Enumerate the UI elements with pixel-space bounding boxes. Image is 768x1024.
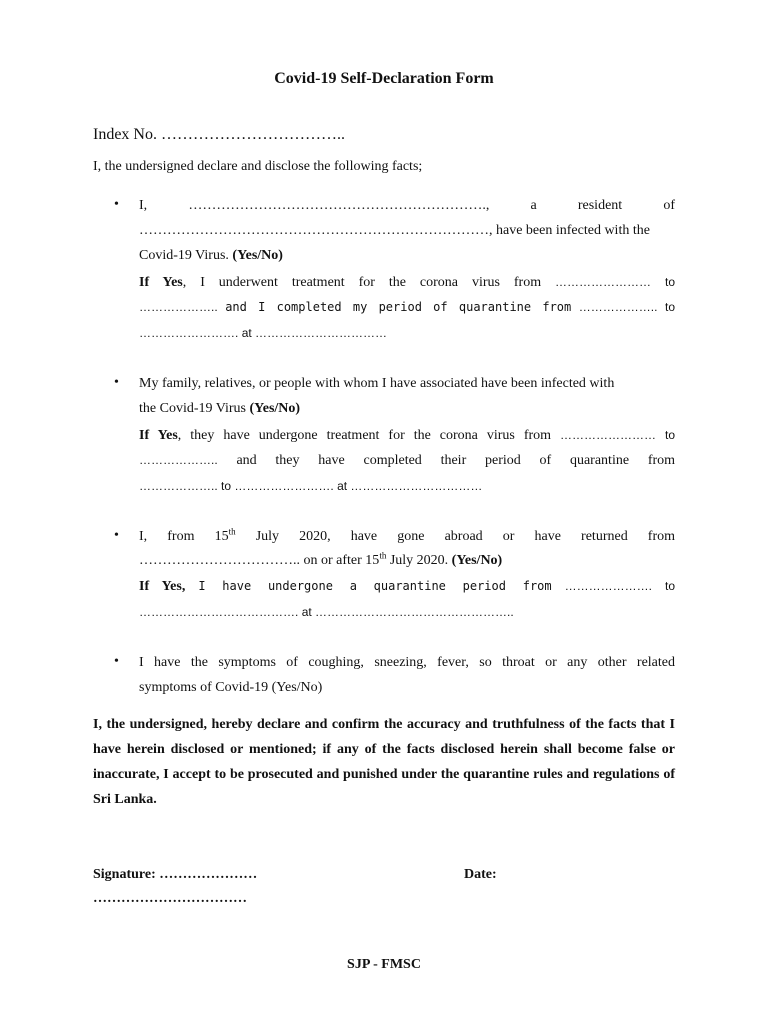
text: and <box>236 453 257 468</box>
text: , I underwent treatment for the corona virus from <box>182 275 542 290</box>
text: at <box>337 479 348 493</box>
bullet-4: • <box>114 654 119 669</box>
item1-line3 <box>139 247 675 265</box>
text: to <box>221 479 232 493</box>
footer-text: SJP - FMSC <box>347 957 421 972</box>
bullet-1: • <box>114 197 119 212</box>
text: the Covid-19 Virus <box>139 401 250 416</box>
item2-line4 <box>139 451 675 470</box>
text: from <box>647 453 676 468</box>
text: to <box>665 428 676 442</box>
text: Covid-19 Virus. <box>139 248 229 263</box>
form-title: Covid-19 Self-Declaration Form <box>274 70 494 87</box>
text: , have been infected with the <box>489 223 650 238</box>
yes-no-label: (Yes/No) <box>451 553 503 568</box>
dotted-blank: ……………….. <box>139 479 218 493</box>
dotted-blank: ……………….. <box>139 300 218 314</box>
text: to <box>664 275 675 289</box>
dotted-blank: …………………………… <box>350 479 483 493</box>
if-yes-label: If Yes <box>139 275 183 290</box>
item3-line1 <box>139 528 675 546</box>
text: and I completed my period of quarantine from <box>225 300 572 314</box>
text: or <box>502 529 515 544</box>
text: resident <box>577 198 623 213</box>
if-yes-label: If Yes <box>139 428 178 443</box>
dotted-blank: ……………….. <box>139 453 218 467</box>
yes-no-label: (Yes/No) <box>249 401 301 416</box>
text: at <box>301 605 312 619</box>
dotted-blank: …………………………… <box>255 326 388 340</box>
item2-line3 <box>139 426 675 445</box>
text: gone <box>397 529 425 544</box>
text: completed <box>363 453 422 468</box>
bullet-2: • <box>114 375 119 390</box>
dotted-blank: ………………………………………………………………… <box>139 223 489 238</box>
text: to <box>665 300 676 314</box>
text: 2020, <box>299 529 331 544</box>
dotted-blank: …………………. <box>564 579 652 593</box>
item1-line2 <box>139 222 675 240</box>
text: July <box>255 529 280 544</box>
text: from <box>647 529 676 544</box>
text: I have undergone a quarantine period from <box>198 579 552 593</box>
item3-line3 <box>139 577 675 596</box>
item1-line1 <box>139 197 675 215</box>
dotted-blank: …………………… <box>555 275 652 289</box>
text: at <box>241 326 252 340</box>
text: returned <box>581 529 628 544</box>
text: have <box>318 453 345 468</box>
text: a <box>530 198 537 213</box>
text: 15 <box>214 529 229 544</box>
text: their <box>440 453 467 468</box>
text: …………………………….. on or after 15 <box>139 553 380 568</box>
item4-line1: I have the symptoms of coughing, sneezing, fever, so throat or any other related <box>139 655 675 670</box>
text: they <box>275 453 300 468</box>
text: I, <box>139 529 148 544</box>
text: have <box>534 529 561 544</box>
item2-line1: My family, relatives, or people with whom I have associated have been infected with <box>139 376 615 391</box>
item1-line4 <box>139 273 675 292</box>
yes-no-label: (Yes/No) <box>232 248 283 263</box>
text: to <box>665 579 676 593</box>
text: period <box>485 453 521 468</box>
item1-line5 <box>139 298 675 317</box>
superscript: th <box>228 526 236 537</box>
text: from <box>167 529 195 544</box>
dotted-blank: ……………………. <box>139 326 239 340</box>
if-yes-label: If Yes, <box>139 579 186 594</box>
dotted-blank: ………………………………………………………., <box>188 198 490 213</box>
text: abroad <box>444 529 483 544</box>
text: , they have undergone treatment for the corona virus from <box>177 428 552 443</box>
dotted-blank: …………………… <box>560 428 657 442</box>
dotted-blank: ………………………………………….. <box>315 605 514 619</box>
dotted-blank: …………………………………. <box>139 605 299 619</box>
date-label: Date: <box>464 867 497 882</box>
date-dotted-line: …………………………… <box>93 891 247 906</box>
dotted-blank: ……………………. <box>234 479 334 493</box>
text: July 2020. <box>386 553 452 568</box>
superscript: th <box>379 550 387 561</box>
text: I, <box>139 198 148 213</box>
item2-line5 <box>139 477 675 495</box>
item3-line2 <box>139 552 675 570</box>
item4-line2: symptoms of Covid-19 (Yes/No) <box>139 680 323 695</box>
item2-line2 <box>139 400 675 418</box>
signature-line: Signature: ………………… <box>93 867 258 882</box>
dotted-blank: ……………….. <box>578 300 658 314</box>
text: quarantine <box>569 453 630 468</box>
bullet-3: • <box>114 528 119 543</box>
item3-line4 <box>139 603 675 621</box>
text: of <box>663 198 676 213</box>
intro-text: I, the undersigned declare and disclose the following facts; <box>93 159 423 174</box>
index-number-line: Index No. …………………………….. <box>93 126 345 143</box>
text: have <box>350 529 378 544</box>
item1-line6 <box>139 324 675 342</box>
text: of <box>539 453 552 468</box>
declaration-paragraph: I, the undersigned, hereby declare and confirm the accuracy and truthfulness of the facts that I have herein disclosed or mentioned; if any of the facts disclosed herein shall become false or inaccurate, I accept to be prosecuted and punished under the quarantine rules and regulations of Sri Lanka. <box>93 717 675 807</box>
